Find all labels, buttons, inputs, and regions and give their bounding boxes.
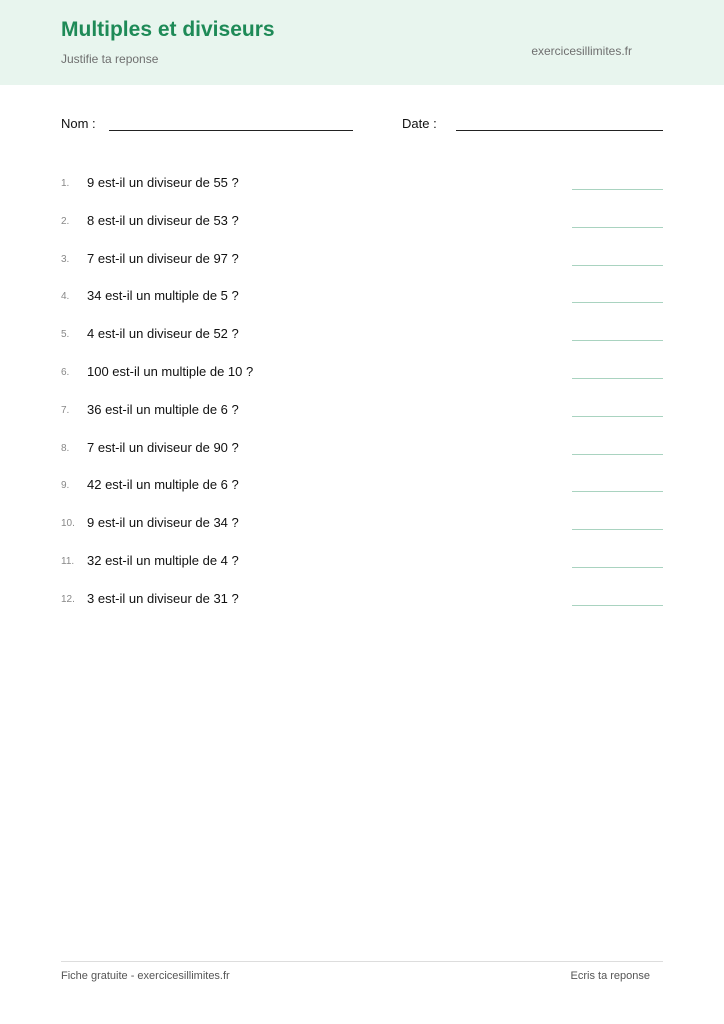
answer-line[interactable]	[572, 529, 663, 530]
question-number: 2.	[61, 215, 70, 227]
question-text: 32 est-il un multiple de 4 ?	[87, 552, 239, 568]
footer-divider	[61, 961, 663, 962]
answer-line[interactable]	[572, 302, 663, 303]
question-text: 7 est-il un diviseur de 97 ?	[87, 250, 239, 266]
question-number: 3.	[61, 253, 70, 265]
question-text: 9 est-il un diviseur de 34 ?	[87, 515, 239, 531]
question-number: 4.	[61, 291, 70, 303]
question-number: 1.	[61, 178, 70, 189]
name-field-line[interactable]	[109, 130, 353, 131]
question-item	[61, 580, 663, 618]
question-item	[61, 504, 663, 542]
answer-line[interactable]	[572, 416, 663, 417]
question-number: 8.	[61, 442, 70, 454]
question-text: 4 est-il un diviseur de 52 ?	[87, 326, 239, 342]
site-name: exercicesillimites.fr	[531, 44, 632, 58]
answer-line[interactable]	[572, 340, 663, 341]
question-text: 8 est-il un diviseur de 53 ?	[87, 212, 239, 228]
question-number: 6.	[61, 366, 70, 378]
question-text: 7 est-il un diviseur de 90 ?	[87, 439, 239, 455]
question-number: 7.	[61, 404, 70, 416]
question-item	[61, 353, 663, 391]
question-item	[61, 391, 663, 429]
answer-line[interactable]	[572, 227, 663, 228]
question-text: 3 est-il un diviseur de 31 ?	[87, 590, 239, 606]
footer-instruction: Ecris ta reponse	[570, 970, 650, 982]
question-text: 9 est-il un diviseur de 55 ?	[87, 175, 239, 190]
question-item	[61, 240, 663, 278]
question-item	[61, 202, 663, 240]
question-number: 11.	[61, 555, 75, 567]
question-item	[61, 315, 663, 353]
question-text: 42 est-il un multiple de 6 ?	[87, 477, 239, 493]
footer-source: Fiche gratuite - exercicesillimites.fr	[61, 970, 230, 982]
question-text: 34 est-il un multiple de 5 ?	[87, 288, 239, 304]
answer-line[interactable]	[572, 605, 663, 606]
answer-line[interactable]	[572, 378, 663, 379]
question-item	[61, 542, 663, 580]
page-header	[0, 0, 724, 85]
answer-line[interactable]	[572, 567, 663, 568]
name-label: Nom :	[61, 116, 96, 131]
question-item	[61, 277, 663, 315]
question-item	[61, 429, 663, 467]
page-title: Multiples et diviseurs	[61, 18, 275, 41]
question-number: 10.	[61, 518, 75, 530]
answer-line[interactable]	[572, 491, 663, 492]
question-item	[61, 164, 663, 202]
date-label: Date :	[402, 116, 437, 131]
question-number: 5.	[61, 329, 70, 341]
question-item	[61, 466, 663, 504]
answer-line[interactable]	[572, 189, 663, 190]
question-number: 9.	[61, 480, 70, 492]
page-subtitle: Justifie ta reponse	[61, 52, 159, 66]
answer-line[interactable]	[572, 454, 663, 455]
date-field-line[interactable]	[456, 130, 663, 131]
answer-line[interactable]	[572, 265, 663, 266]
question-text: 36 est-il un multiple de 6 ?	[87, 401, 239, 417]
question-text: 100 est-il un multiple de 10 ?	[87, 363, 254, 379]
question-number: 12.	[61, 593, 75, 605]
question-list	[61, 164, 663, 618]
